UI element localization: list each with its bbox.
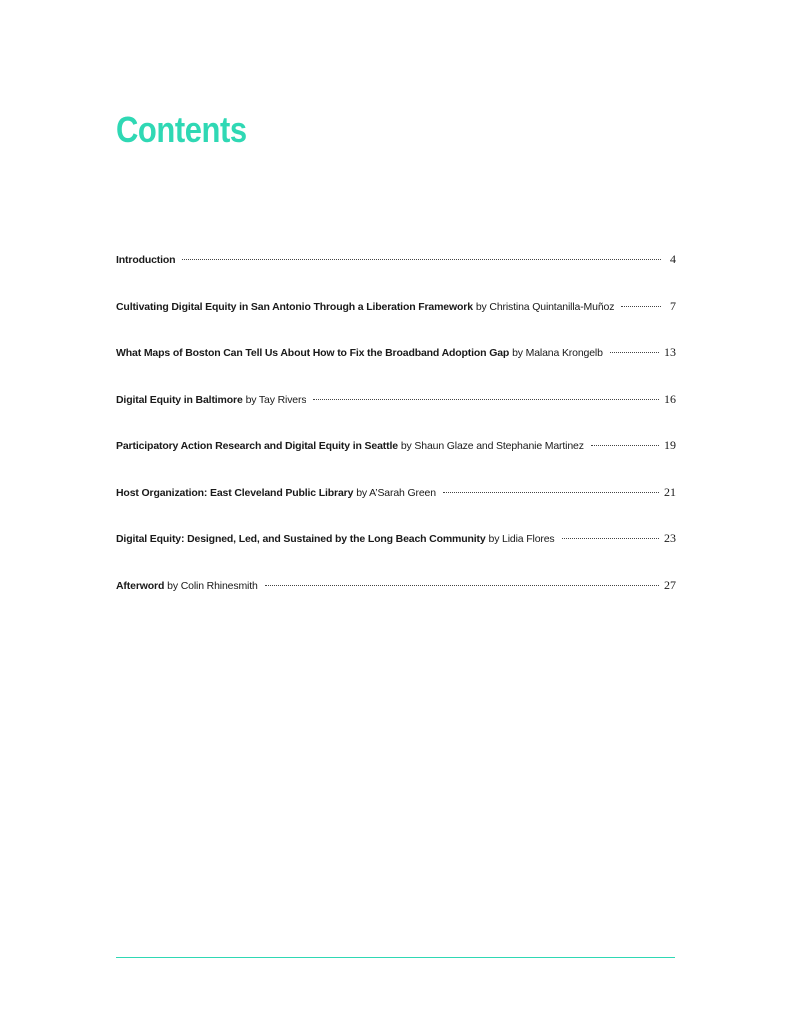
toc-entry-title: Introduction <box>116 254 176 266</box>
dot-leader <box>443 491 659 493</box>
toc-entry-author: by Colin Rhinesmith <box>167 579 258 592</box>
footer-divider <box>116 957 675 958</box>
toc-entry-page: 23 <box>664 531 676 545</box>
toc-entry-page: 13 <box>664 345 676 359</box>
toc-entry-san-antonio[interactable] <box>116 297 676 315</box>
dot-leader <box>313 398 659 400</box>
toc-entry-afterword[interactable] <box>116 576 676 594</box>
page-title: Contents <box>116 109 247 150</box>
toc-entry-page: 7 <box>670 298 676 313</box>
toc-entry-title: Digital Equity: Designed, Led, and Sustained by the Long Beach Community <box>116 533 486 545</box>
toc-entry-page: 4 <box>670 252 676 266</box>
toc-entry-title: Digital Equity in Baltimore <box>116 393 243 406</box>
toc-entry-baltimore[interactable] <box>116 390 676 408</box>
dot-leader <box>182 258 661 260</box>
toc-entry-boston[interactable] <box>116 343 676 361</box>
dot-leader <box>591 444 659 446</box>
toc-entry-page: 27 <box>664 577 676 592</box>
dot-leader <box>610 351 659 353</box>
dot-leader <box>265 584 659 586</box>
toc-entry-east-cleveland[interactable] <box>116 483 676 501</box>
toc-entry-seattle[interactable] <box>116 436 676 454</box>
dot-leader <box>562 537 659 539</box>
toc-entry-title: Host Organization: East Cleveland Public Library <box>116 486 354 499</box>
toc-entry-author: by Lidia Flores <box>488 533 555 545</box>
toc-entry-page: 21 <box>664 484 676 499</box>
toc-entry-author: by Christina Quintanilla-Muñoz <box>475 300 615 313</box>
toc-entry-title: Cultivating Digital Equity in San Antonio Through a Liberation Framework <box>116 300 473 313</box>
toc-entry-page: 19 <box>664 438 676 452</box>
toc-entry-introduction[interactable] <box>116 250 676 268</box>
toc-entry-long-beach[interactable] <box>116 529 676 547</box>
toc-entry-page: 16 <box>664 391 676 406</box>
toc-entry-author: by Shaun Glaze and Stephanie Martinez <box>400 440 584 452</box>
toc-entry-title: Afterword <box>116 579 165 592</box>
toc-entry-title: What Maps of Boston Can Tell Us About How to Fix the Broadband Adoption Gap <box>116 347 510 359</box>
dot-leader <box>621 305 661 307</box>
toc-entry-title: Participatory Action Research and Digital Equity in Seattle <box>116 440 398 452</box>
toc-entry-author: by Malana Krongelb <box>512 347 603 359</box>
toc-entry-author: by Tay Rivers <box>245 393 307 406</box>
table-of-contents <box>116 250 676 622</box>
toc-entry-author: by A’Sarah Green <box>356 486 436 499</box>
